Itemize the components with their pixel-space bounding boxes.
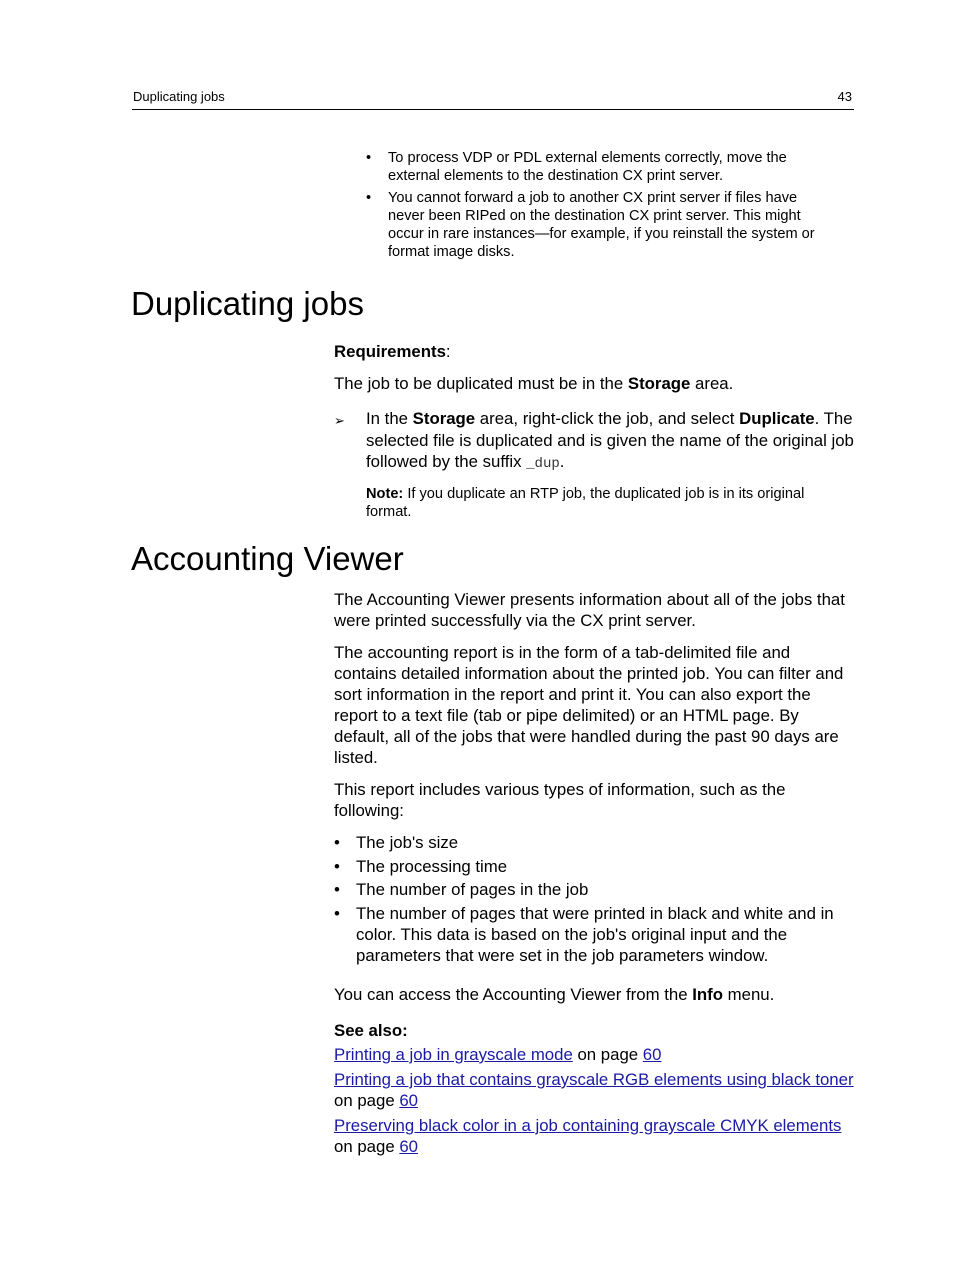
report-info-list: [334, 832, 854, 968]
page-link[interactable]: 60: [399, 1091, 418, 1110]
see-also-ref: Preserving black color in a job containing grayscale CMYK elements on page 60: [334, 1116, 842, 1156]
list-item: • The job's size: [334, 832, 854, 853]
paragraph: The accounting report is in the form of a tab-delimited file and contains detailed information about the printed job. You can filter and sort information in the report and print it. You can also export the report to a text file (tab or pipe delimited) or an HTML page. By default, all of the jobs that were handled during the past 90 days are listed.: [334, 643, 844, 767]
paragraph: This report includes various types of information, such as the following:: [334, 780, 786, 820]
see-also-ref: Printing a job that contains grayscale RGB elements using black toner on page 60: [334, 1070, 854, 1110]
note-label: Note:: [366, 486, 404, 502]
procedure-step: [334, 408, 854, 476]
page-number: 43: [837, 89, 852, 104]
list-item: • The processing time: [334, 856, 854, 877]
list-item: • You cannot forward a job to another CX print server if files have never been RIPed on the destination CX print server. This might occur in rare instances—for example, if you reinstall the system or format image disks.: [366, 189, 836, 262]
page-link[interactable]: 60: [642, 1045, 662, 1064]
access-paragraph: You can access the Accounting Viewer from the Info menu.: [334, 985, 775, 1004]
section-heading-duplicating-jobs: Duplicating jobs: [131, 285, 364, 322]
step-text: In the Storage area, right-click the job, and select Duplicate. The selected file is duplicated and is given the name of the original job followed by the suffix _dup.: [366, 409, 854, 472]
note: Note: If you duplicate an RTP job, the duplicated job is in its original format.: [366, 486, 805, 521]
requirements-block: Requirements: The job to be duplicated must be in the Storage area.: [334, 341, 856, 394]
section-heading-accounting-viewer: Accounting Viewer: [131, 540, 404, 577]
link-grayscale-rgb-black-toner[interactable]: Printing a job that contains grayscale RGB elements using black toner: [334, 1070, 854, 1089]
list-item: • The number of pages that were printed in black and white and in color. This data is based on the job's original input and the parameters that were set in the job parameters window.: [334, 903, 854, 967]
requirements-text: The job to be duplicated must be in the Storage area.: [334, 374, 734, 393]
running-header-title: Duplicating jobs: [133, 89, 225, 104]
list-item: • The number of pages in the job: [334, 879, 854, 900]
see-also-ref: Printing a job in grayscale mode on page 60: [334, 1045, 662, 1064]
see-also-label: See also:: [334, 1021, 408, 1040]
see-also: [334, 1020, 854, 1157]
list-item: • To process VDP or PDL external elements correctly, move the external elements to the destination CX print server.: [366, 149, 836, 186]
page-link[interactable]: 60: [399, 1137, 418, 1156]
paragraph: The Accounting Viewer presents information about all of the jobs that were printed successfully via the CX print server.: [334, 590, 845, 630]
suffix-code: _dup: [526, 456, 560, 472]
link-grayscale-mode[interactable]: Printing a job in grayscale mode: [334, 1045, 573, 1064]
link-preserving-black-cmyk[interactable]: Preserving black color in a job containing grayscale CMYK elements: [334, 1116, 842, 1135]
restrictions-list: [366, 149, 836, 265]
arrow-bullet-icon: ➢: [334, 413, 345, 428]
requirements-label: Requirements: [334, 342, 446, 361]
page-header: [132, 88, 854, 110]
accounting-paragraphs: [334, 589, 856, 821]
